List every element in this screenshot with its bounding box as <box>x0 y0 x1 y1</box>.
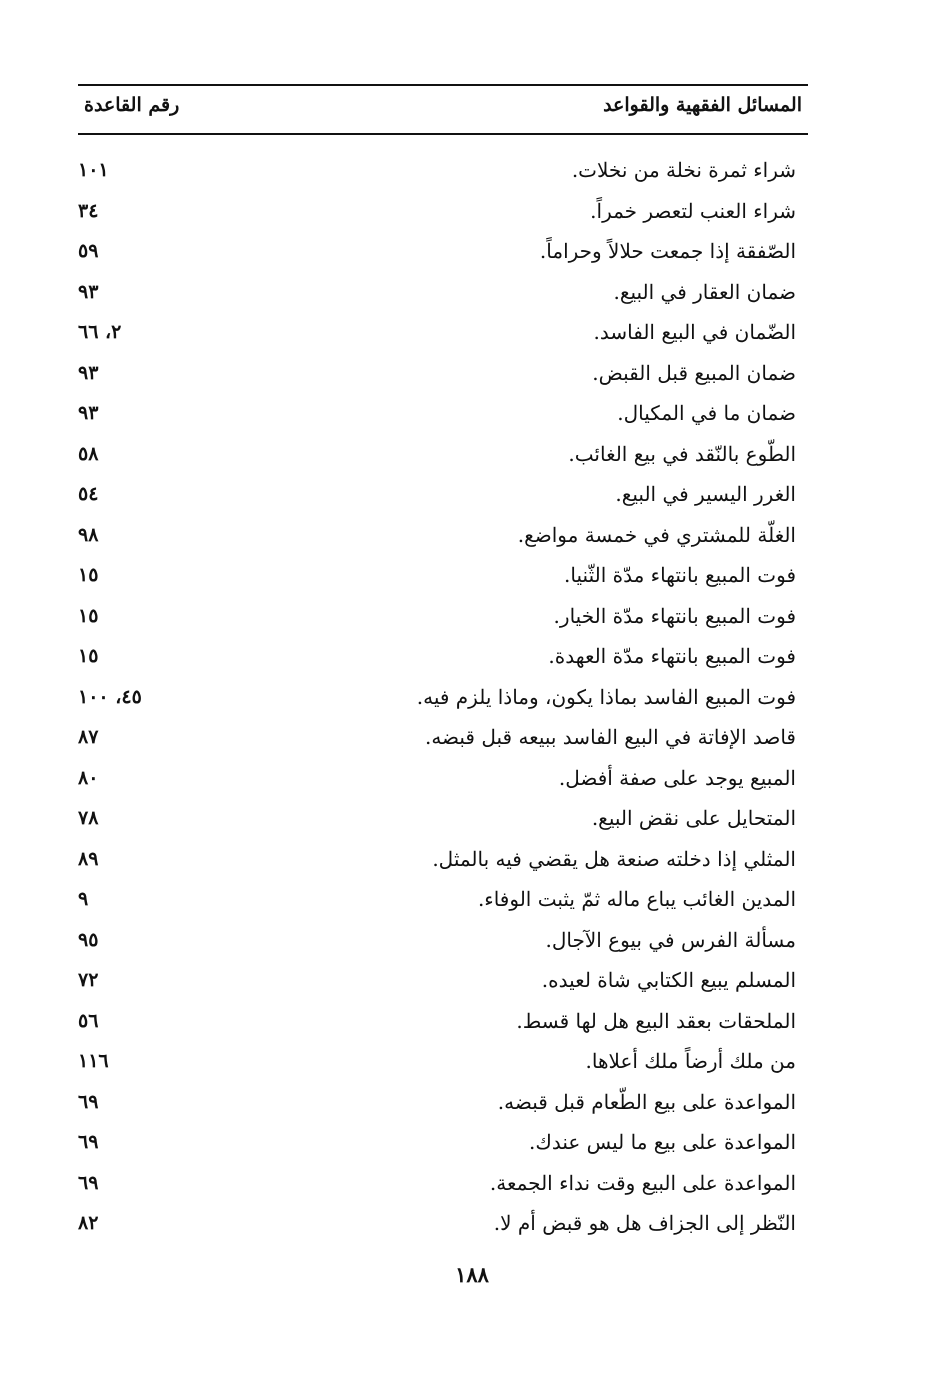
entry-text: فوت المبيع بانتهاء مدّة العهدة. <box>548 644 796 668</box>
index-entry <box>78 1205 808 1246</box>
entry-rule-number: ٤٥، ١٠٠ <box>78 685 142 708</box>
index-entry <box>78 800 808 841</box>
header-top-rule <box>78 84 808 86</box>
entry-text: قاصد الإفاتة في البيع الفاسد ببيعه قبل قبضه. <box>424 725 796 749</box>
entry-rule-number: ١٥ <box>78 564 99 586</box>
entry-rule-number: ٩٣ <box>78 280 99 303</box>
index-entry <box>78 922 808 963</box>
entry-text: الطّوع بالنّقد في بيع الغائب. <box>568 441 796 466</box>
entry-text: من ملك أرضاً ملك أعلاها. <box>585 1049 796 1073</box>
entry-text: الصّفقة إذا جمعت حلالاً وحراماً. <box>539 239 796 263</box>
entry-text: فوت المبيع الفاسد بماذا يكون، وماذا يلزم فيه. <box>416 684 796 709</box>
entry-text: الغلّة للمشتري في خمسة مواضع. <box>517 522 796 547</box>
entry-text: المواعدة على البيع وقت نداء الجمعة. <box>489 1170 796 1195</box>
page-number: ١٨٨ <box>455 1262 489 1287</box>
entry-rule-number: ٥٦ <box>78 1009 99 1032</box>
entry-text: الضّمان في البيع الفاسد. <box>593 320 796 344</box>
entry-rule-number: ٥٨ <box>78 442 99 465</box>
entry-rule-number: ١٠١ <box>78 159 109 181</box>
entry-text: ضمان العقار في البيع. <box>613 279 796 304</box>
index-entry <box>78 1043 808 1084</box>
entry-text: فوت المبيع بانتهاء مدّة الخيار. <box>553 603 796 628</box>
index-entry <box>78 314 808 355</box>
index-entry <box>78 1003 808 1044</box>
entry-text: المسلم يبيع الكتابي شاة لعيده. <box>541 968 796 992</box>
index-entry <box>78 719 808 760</box>
entry-rule-number: ٩٣ <box>78 361 99 384</box>
entry-text: المثلي إذا دخلته صنعة هل يقضي فيه بالمثل. <box>432 846 796 871</box>
index-entry <box>78 274 808 315</box>
entry-text: ضمان المبيع قبل القبض. <box>592 360 796 385</box>
index-entry <box>78 557 808 598</box>
index-entry <box>78 476 808 517</box>
entry-rule-number: ٨٩ <box>78 847 99 870</box>
index-entry <box>78 881 808 922</box>
entry-text: الملحقات بعقد البيع هل لها قسط. <box>516 1008 796 1033</box>
entry-rule-number: ٩٥ <box>78 928 99 951</box>
entry-rule-number: ٦٩ <box>78 1090 99 1113</box>
entry-text: المواعدة على بيع الطّعام قبل قبضه. <box>497 1089 796 1114</box>
entry-rule-number: ٦٩ <box>78 1131 99 1153</box>
entry-rule-number: ٧٢ <box>78 969 99 991</box>
entry-text: المبيع يوجد على صفة أفضل. <box>558 765 796 790</box>
entry-text: الغرر اليسير في البيع. <box>615 482 796 506</box>
index-entry <box>78 638 808 679</box>
header-bottom-rule <box>78 133 808 135</box>
index-entry <box>78 193 808 234</box>
entry-rule-number: ٥٩ <box>78 240 99 262</box>
index-entry <box>78 841 808 882</box>
entry-rule-number: ١٥ <box>78 604 99 627</box>
entry-rule-number: ٥٤ <box>78 483 99 505</box>
entry-rule-number: ٩٣ <box>78 402 99 424</box>
entry-rule-number: ١٥ <box>78 645 99 667</box>
entry-rule-number: ٦٩ <box>78 1171 99 1194</box>
entry-rule-number: ٩٨ <box>78 523 99 546</box>
entry-rule-number: ٨٢ <box>78 1212 99 1234</box>
entry-text: المتحايل على نقض البيع. <box>591 806 796 830</box>
entry-rule-number: ٨٠ <box>78 766 99 789</box>
index-entry <box>78 233 808 274</box>
header-title: المسائل الفقهية والقواعد <box>603 94 802 116</box>
entry-text: ضمان ما في المكيال. <box>617 401 796 425</box>
index-entry <box>78 679 808 720</box>
index-entry <box>78 1165 808 1206</box>
entry-text: مسألة الفرس في بيوع الآجال. <box>545 927 796 952</box>
index-entry <box>78 1084 808 1125</box>
index-entry <box>78 598 808 639</box>
entry-rule-number: ٩ <box>78 888 89 910</box>
index-entry <box>78 1124 808 1165</box>
header-column-label: رقم القاعدة <box>84 94 180 116</box>
index-entry <box>78 355 808 396</box>
index-entry <box>78 517 808 558</box>
index-entry <box>78 962 808 1003</box>
entry-rule-number: ٢، ٦٦ <box>78 321 122 343</box>
entry-text: المدين الغائب يباع ماله ثمّ يثبت الوفاء. <box>477 887 796 911</box>
index-entries <box>78 152 808 1246</box>
entry-text: شراء العنب لتعصر خمراً. <box>590 198 796 223</box>
entry-text: فوت المبيع بانتهاء مدّة الثّنيا. <box>564 563 796 587</box>
entry-text: النّظر إلى الجزاف هل هو قبض أم لا. <box>493 1211 796 1235</box>
entry-rule-number: ٧٨ <box>78 807 99 829</box>
running-header <box>78 88 808 130</box>
index-entry <box>78 436 808 477</box>
index-entry <box>78 152 808 193</box>
index-entry <box>78 395 808 436</box>
entry-rule-number: ١١٦ <box>78 1050 109 1072</box>
entry-rule-number: ٣٤ <box>78 199 99 222</box>
entry-text: المواعدة على بيع ما ليس عندك. <box>528 1130 796 1154</box>
entry-rule-number: ٨٧ <box>78 726 99 748</box>
index-entry <box>78 760 808 801</box>
entry-text: شراء ثمرة نخلة من نخلات. <box>571 158 796 182</box>
